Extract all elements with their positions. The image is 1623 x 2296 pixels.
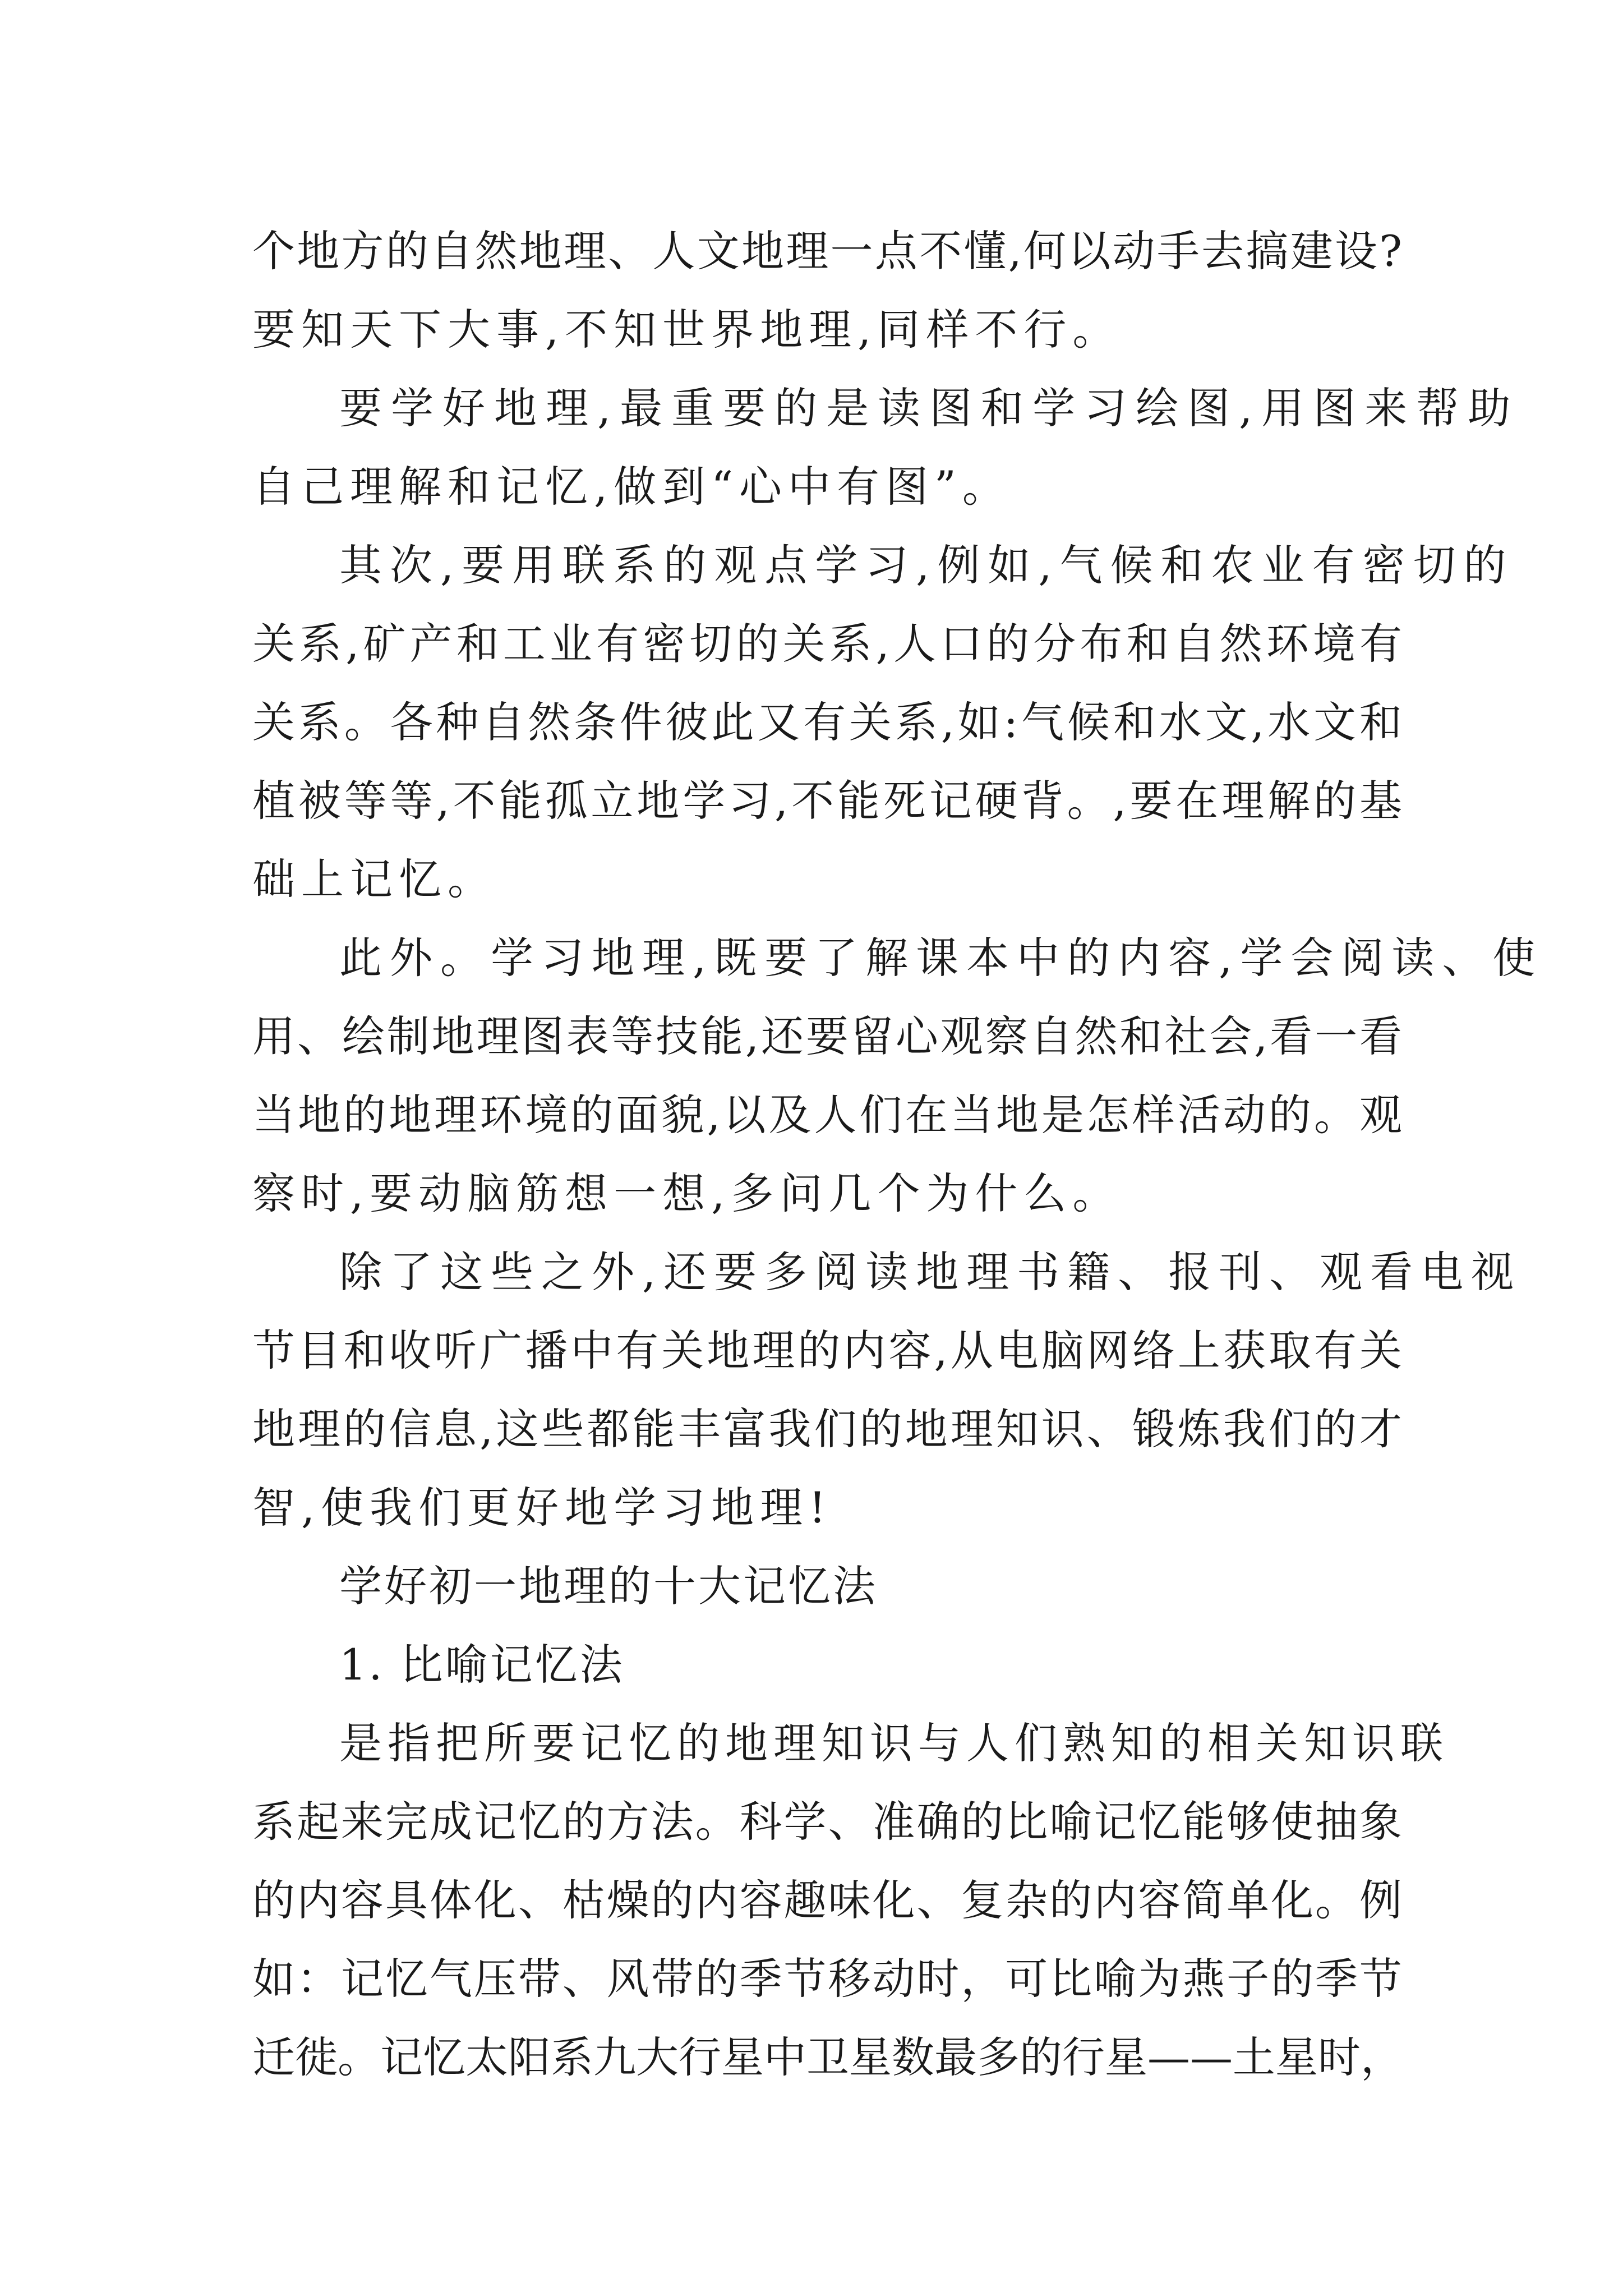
paragraph-line: 察时,要动脑筋想一想,多问几个为什么。 xyxy=(252,1168,1122,1218)
paragraph-line: 如：记忆气压带、风带的季节移动时，可比喻为燕子的季节 xyxy=(252,1954,1402,2004)
paragraph-line: 智,使我们更好地学习地理! xyxy=(252,1483,832,1533)
section-heading: 学好初一地理的十大记忆法 xyxy=(339,1561,878,1611)
paragraph-line: 是指把所要记忆的地理知识与人们熟知的相关知识联 xyxy=(339,1718,1449,1768)
paragraph-line: 础上记忆。 xyxy=(252,854,496,904)
paragraph-line: 自己理解和记忆,做到“心中有图”。 xyxy=(252,462,1011,512)
paragraph-line: 其次,要用联系的观点学习,例如,气候和农业有密切的 xyxy=(339,540,1514,590)
paragraph-line: 迁徙。记忆太阳系九大行星中卫星数最多的行星——土星时， xyxy=(252,2032,1403,2082)
paragraph-line: 个地方的自然地理、人文地理一点不懂,何以动手去搞建设? xyxy=(252,226,1402,276)
paragraph-line: 用、绘制地理图表等技能,还要留心观察自然和社会,看一看 xyxy=(252,1011,1402,1061)
paragraph-line: 此外。学习地理,既要了解课本中的内容,学会阅读、使 xyxy=(339,933,1543,983)
paragraph-line: 关系,矿产和工业有密切的关系,人口的分布和自然环境有 xyxy=(252,619,1402,669)
subsection-heading: 1. 比喻记忆法 xyxy=(339,1640,625,1690)
paragraph-line: 地理的信息,这些都能丰富我们的地理知识、锻炼我们的才 xyxy=(252,1404,1402,1454)
paragraph-line: 的内容具体化、枯燥的内容趣味化、复杂的内容简单化。例 xyxy=(252,1875,1402,1925)
paragraph-line: 节目和收听广播中有关地理的内容,从电脑网络上获取有关 xyxy=(252,1326,1402,1375)
paragraph-line: 系起来完成记忆的方法。科学、准确的比喻记忆能够使抽象 xyxy=(252,1797,1402,1847)
paragraph-line: 除了这些之外,还要多阅读地理书籍、报刊、观看电视 xyxy=(339,1247,1522,1297)
paragraph-line: 当地的地理环境的面貌,以及人们在当地是怎样活动的。观 xyxy=(252,1090,1402,1140)
paragraph-line: 关系。各种自然条件彼此又有关系,如:气候和水文,水文和 xyxy=(252,697,1402,747)
paragraph-line: 植被等等,不能孤立地学习,不能死记硬背。,要在理解的基 xyxy=(252,776,1402,826)
paragraph-line: 要学好地理,最重要的是读图和学习绘图,用图来帮助 xyxy=(339,383,1520,433)
paragraph-line: 要知天下大事,不知世界地理,同样不行。 xyxy=(252,305,1122,355)
